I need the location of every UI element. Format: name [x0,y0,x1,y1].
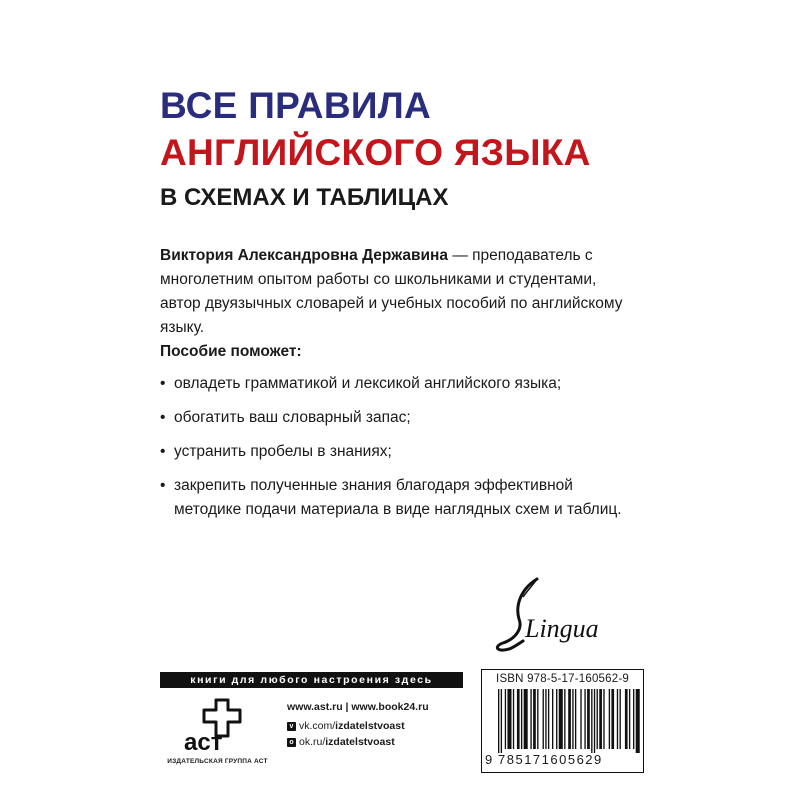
publisher-websites[interactable]: www.ast.ru | www.book24.ru [287,701,429,713]
barcode-bar [629,689,630,749]
barcode-bar [603,689,604,749]
slogan-bar: книги для любого настроения здесь [160,672,463,688]
ast-logo-text: аст [184,729,223,754]
list-item: • овладеть грамматикой и лексикой английского языка; [160,372,640,396]
barcode-bar [609,689,610,749]
barcode-bar [521,689,522,749]
barcode-bar [572,689,573,749]
vk-prefix: vk.com/ [299,720,336,732]
barcode-bar [537,689,538,749]
list-item: • обогатить ваш словарный запас; [160,406,640,430]
barcode-bar [633,689,634,749]
barcode-bar [552,689,553,749]
ok-prefix: ok.ru/ [299,736,326,748]
barcode-bar [564,689,565,749]
barcode-bar [507,689,511,749]
vk-icon: v [287,722,296,731]
publisher-caption: ИЗДАТЕЛЬСКАЯ ГРУППА АСТ [167,758,268,765]
list-item: • устранить пробелы в знаниях; [160,440,640,464]
barcode-bar [591,689,592,753]
barcode-bar [625,689,628,749]
vk-handle: izdatelstvoast [335,720,405,732]
barcode-bar [559,689,563,749]
barcode-bar [501,689,502,753]
vk-link[interactable] [287,720,405,732]
barcode-bar [594,689,595,753]
barcode-bar [584,689,585,749]
ok-icon: o [287,738,296,747]
author-bio: — преподаватель с многолетним опытом работы со школьниками и студентами, автор двуязычных словарей и учебных пособий по английскому языку. [160,247,623,336]
barcode-bar [530,689,531,749]
list-item: • закрепить полученные знания благодаря эффективной методике подачи материала в виде наглядных схем и таблиц. [160,474,640,522]
author-description [160,244,630,340]
lingua-logo-text: Lingua [525,614,599,643]
benefits-heading: Пособие поможет: [160,343,302,360]
barcode-lead-digit: 9 [485,752,493,767]
barcode-bar [543,689,544,749]
isbn-barcode-box [481,669,644,773]
barcode-bar [597,689,598,749]
author-name: Виктория Александровна Державина [160,247,449,264]
barcode-bar [513,689,514,749]
barcode-bar [533,689,536,749]
barcode-bar [575,689,576,749]
benefits-list [160,372,640,532]
barcode-bar [505,689,506,749]
barcode-digits: 785171605629 [498,752,603,767]
barcode-bar [548,689,549,749]
barcode-bar [620,689,621,749]
title-line-2: АНГЛИЙСКОГО ЯЗЫКА [160,132,591,173]
barcode-bar [556,689,557,749]
barcode-bar [517,689,520,749]
barcode-bar [636,689,640,753]
ok-handle: izdatelstvoast [325,736,395,748]
barcode-bar [568,689,571,749]
barcode [496,689,642,753]
barcode-bar [599,689,602,749]
ok-link[interactable] [287,736,395,748]
barcode-bar [498,689,499,753]
barcode-bar [617,689,618,749]
barcode-bar [545,689,546,749]
isbn-label: ISBN 978-5-17-160562-9 [496,673,629,685]
barcode-bar [580,689,581,749]
barcode-bar [587,689,590,749]
barcode-bar [611,689,614,749]
lingua-series-logo [493,575,623,655]
title-line-1: ВСЕ ПРАВИЛА [160,85,432,126]
ast-logo [180,696,250,754]
subtitle: В СХЕМАХ И ТАБЛИЦАХ [160,184,449,211]
barcode-bar [524,689,528,749]
